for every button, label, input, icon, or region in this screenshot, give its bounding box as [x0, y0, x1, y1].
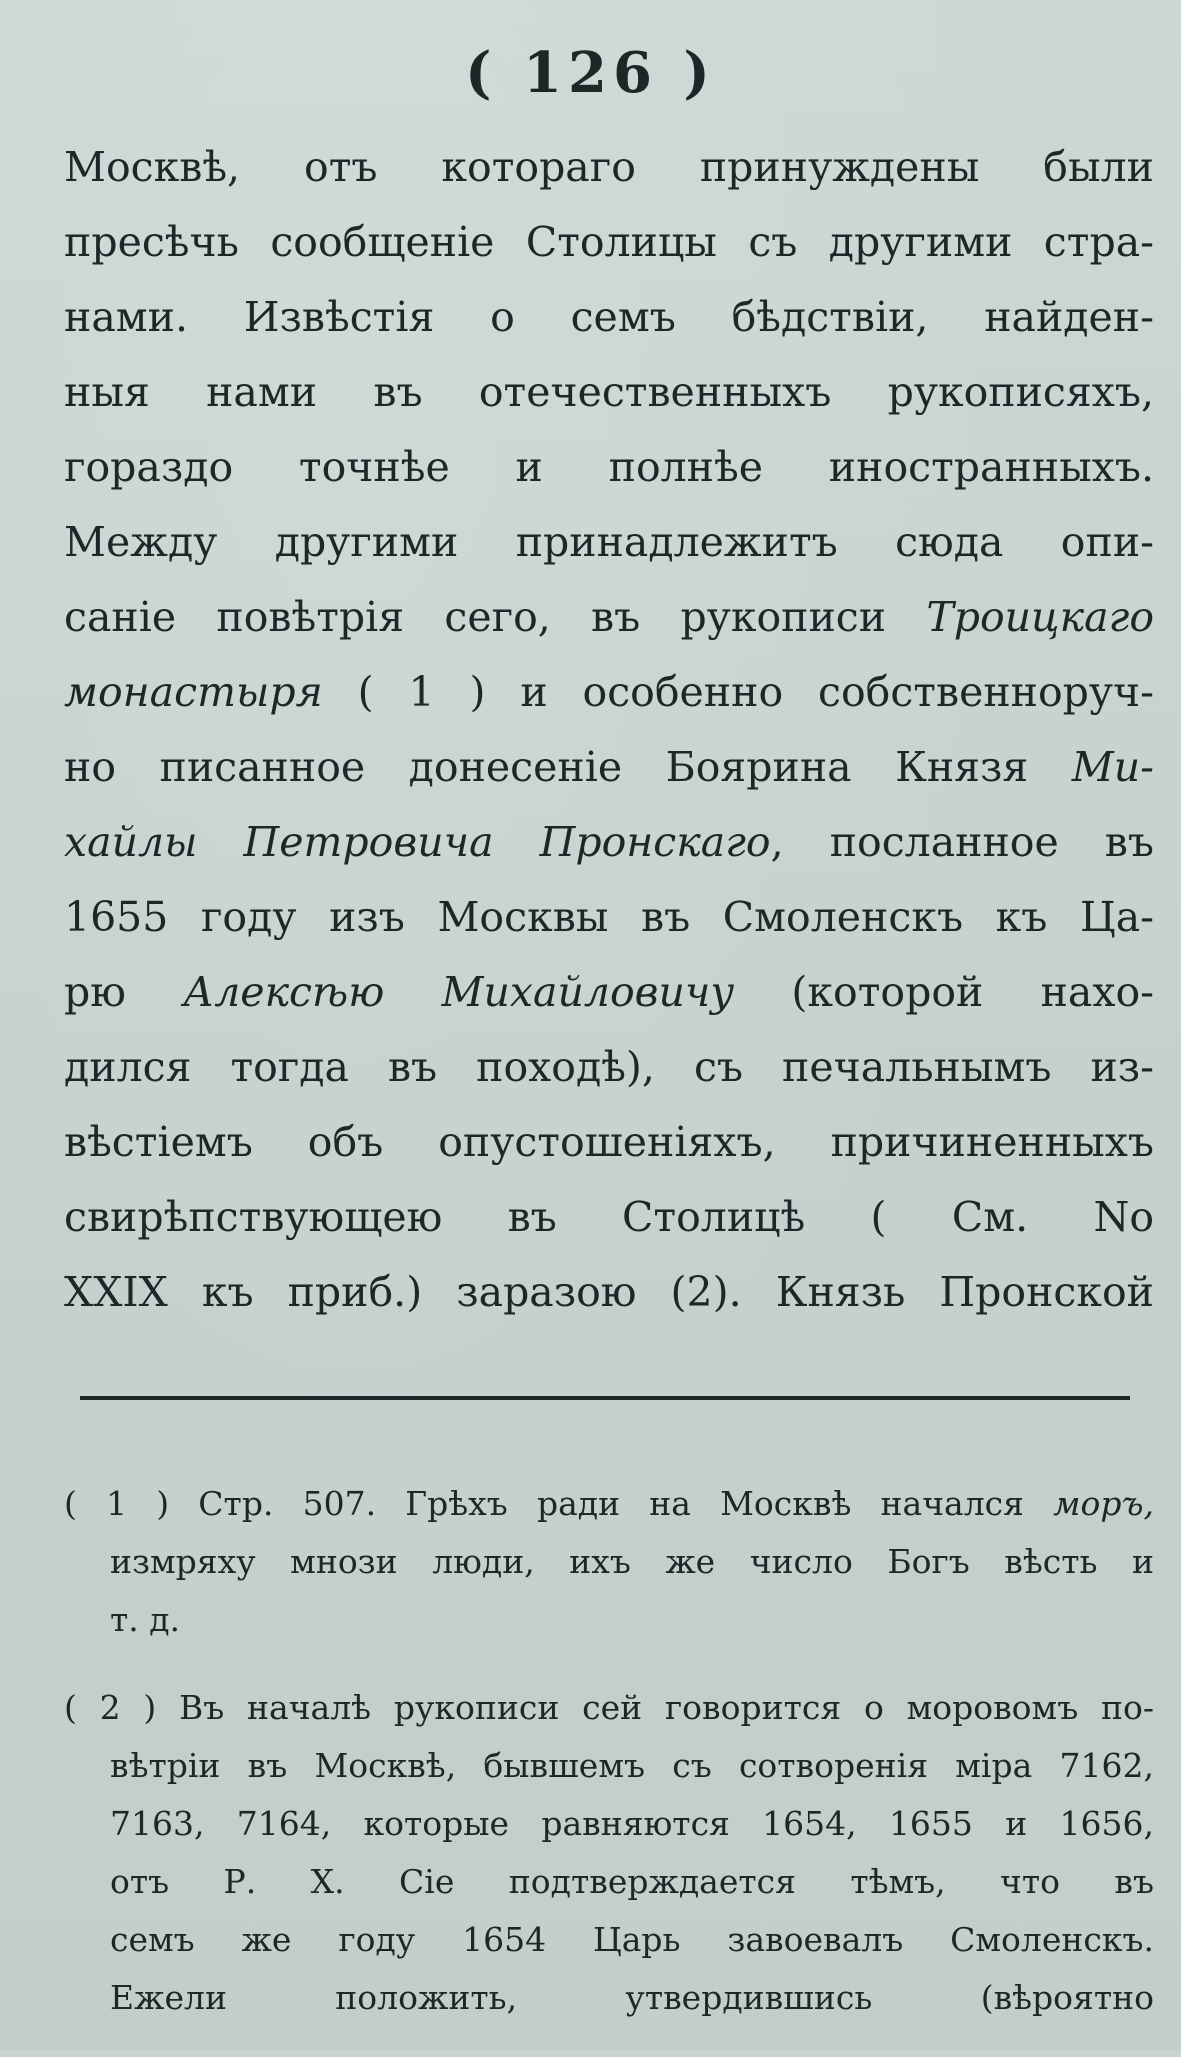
- text-segment: рю: [64, 968, 184, 1016]
- text-segment: семъ же году 1654 Царь завоевалъ Смоленскъ.: [110, 1920, 1154, 1959]
- text-line: [64, 1030, 1154, 1105]
- text-line: [64, 1105, 1154, 1180]
- text-line: [64, 1255, 1154, 1330]
- text-segment: , посланное въ: [770, 818, 1154, 866]
- text-segment: ( 1 ) и особенно собственноруч-: [322, 668, 1154, 716]
- italic-segment: моръ,: [1053, 1484, 1154, 1523]
- italic-segment: Ми-: [1071, 743, 1154, 791]
- text-segment: т. д.: [110, 1600, 181, 1639]
- text-line: [64, 580, 1154, 655]
- text-segment: 7163, 7164, которые равняются 1654, 1655 и 1656,: [110, 1804, 1154, 1843]
- text-segment: саніе повѣтрія сего, въ рукописи: [64, 593, 927, 641]
- text-segment: свирѣпствующею въ Столицѣ ( См. No: [64, 1193, 1154, 1241]
- italic-segment: хайлы Петровича Пронскаго: [64, 818, 771, 866]
- footnote-line: [64, 1591, 1154, 1649]
- footnote-line: [64, 1737, 1154, 1795]
- text-line: [64, 430, 1154, 505]
- text-segment: Между другими принадлежитъ сюда опи-: [64, 518, 1154, 566]
- footnote-line: [64, 1795, 1154, 1853]
- text-line: [64, 130, 1154, 205]
- text-line: [64, 205, 1154, 280]
- text-segment: гораздо точнѣе и полнѣе иностранныхъ.: [64, 443, 1154, 491]
- text-segment: 1655 году изъ Москвы въ Смоленскъ къ Ца-: [64, 893, 1154, 941]
- text-line: [64, 655, 1154, 730]
- footnote-line: [64, 1533, 1154, 1591]
- italic-segment: монастыря: [64, 668, 323, 716]
- footnote-1: [64, 1475, 1154, 1649]
- footnotes-block: [64, 1475, 1154, 2057]
- text-line: [64, 880, 1154, 955]
- text-line: [64, 1180, 1154, 1255]
- text-segment: вѣстіемъ объ опустошеніяхъ, причиненныхъ: [64, 1118, 1154, 1166]
- footnote-line: [64, 1475, 1154, 1533]
- text-line: [64, 955, 1154, 1030]
- footnote-line: [64, 1679, 1154, 1737]
- text-segment: Москвѣ, отъ котораго принуждены были: [64, 143, 1154, 191]
- footnote-divider: [80, 1396, 1130, 1400]
- text-segment: ныя нами въ отечественныхъ рукописяхъ,: [64, 368, 1154, 416]
- main-text-block: [64, 130, 1154, 1330]
- text-line: [64, 805, 1154, 880]
- italic-segment: Алексѣю Михайловичу: [183, 968, 735, 1016]
- italic-segment: Троицкаго: [926, 593, 1154, 641]
- text-segment: вѣтріи въ Москвѣ, бывшемъ съ сотворенія міра 7162,: [110, 1746, 1154, 1785]
- footnote-line: [64, 1911, 1154, 1969]
- text-line: [64, 355, 1154, 430]
- text-segment: ( 1 ) Стр. 507. Грѣхъ ради на Москвѣ начался: [64, 1484, 1054, 1523]
- text-segment: Ежели положить, утвердившись (вѣроятно: [110, 1978, 1154, 2017]
- text-segment: ( 2 ) Въ началѣ рукописи сей говорится о моровомъ по-: [64, 1688, 1154, 1727]
- text-segment: XXIX къ приб.) заразою (2). Князь Пронской: [64, 1268, 1154, 1316]
- text-segment: (которой нахо-: [734, 968, 1154, 1016]
- text-segment: нами. Извѣстія о семъ бѣдствіи, найден-: [64, 293, 1154, 341]
- text-line: [64, 280, 1154, 355]
- footnote-line: [64, 1969, 1154, 2027]
- text-line: [64, 505, 1154, 580]
- text-segment: дился тогда въ походѣ), съ печальнымъ из-: [64, 1043, 1154, 1091]
- footnote-line: [64, 1853, 1154, 1911]
- page-number: ( 126 ): [465, 40, 716, 106]
- text-segment: но писанное донесеніе Боярина Князя: [64, 743, 1072, 791]
- text-segment: пресѣчь сообщеніе Столицы съ другими стра-: [64, 218, 1154, 266]
- text-segment: отъ Р. Х. Сіе подтверждается тѣмъ, что въ: [110, 1862, 1154, 1901]
- text-segment: измряху мнози люди, ихъ же число Богъ вѣсть и: [110, 1542, 1154, 1581]
- footnote-2: [64, 1679, 1154, 2027]
- text-line: [64, 730, 1154, 805]
